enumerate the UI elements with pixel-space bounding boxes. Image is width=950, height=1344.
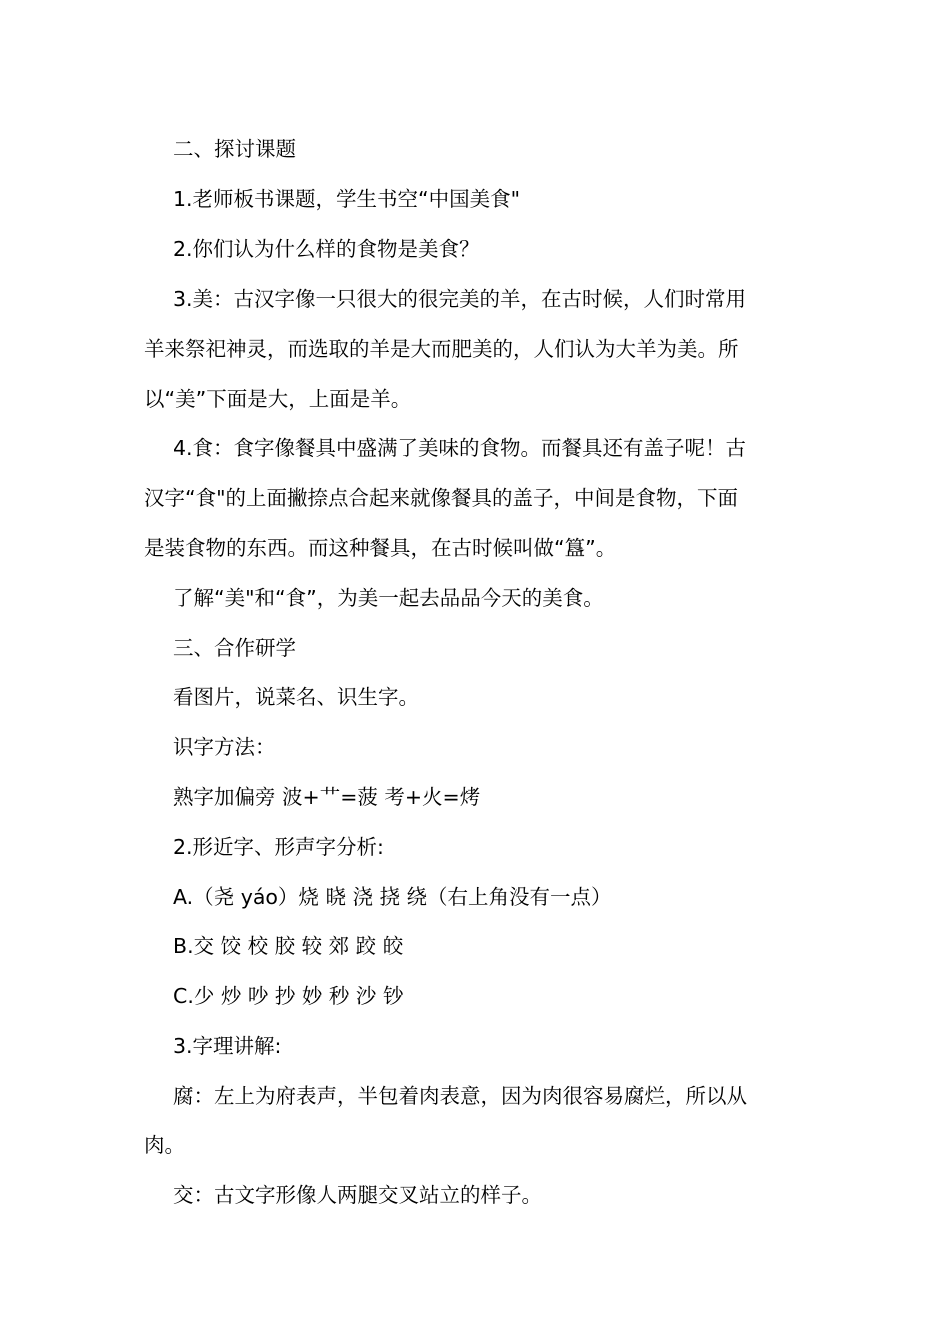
paragraph-line: 4.食：食字像餐具中盛满了美味的食物。而餐具还有盖子呢！古 [173,436,747,460]
paragraph-line: 3.美：古汉字像一只很大的很完美的羊，在古时候，人们时常用 [173,287,747,311]
paragraph-line: 2.形近字、形声字分析: [173,835,384,859]
section-heading-cooperative-study: 三、合作研学 [173,636,296,660]
paragraph-line: B.交 饺 校 胶 较 郊 跤 皎 [173,934,404,958]
paragraph-line: C.少 炒 吵 抄 妙 秒 沙 钞 [173,984,404,1008]
paragraph-line: 是装食物的东西。而这种餐具，在古时候叫做“簋”。 [144,536,617,560]
paragraph-line: 羊来祭祀神灵，而选取的羊是大而肥美的，人们认为大羊为美。所 [144,337,739,361]
paragraph-line: 以“美”下面是大，上面是羊。 [144,387,412,411]
paragraph-line: 了解“美"和“食”，为美一起去品品今天的美食。 [173,586,604,610]
paragraph-line: 3.字理讲解: [173,1034,282,1058]
paragraph-line: 看图片，说菜名、识生字。 [173,685,419,709]
paragraph-line: 腐：左上为府表声，半包着肉表意，因为肉很容易腐烂，所以从 [173,1084,747,1108]
paragraph-line: 肉。 [144,1133,185,1157]
section-heading-discuss-topic: 二、探讨课题 [173,137,296,161]
paragraph-line: 1.老师板书课题，学生书空“中国美食" [173,187,521,211]
paragraph-line: 交：古文字形像人两腿交叉站立的样子。 [173,1183,542,1207]
paragraph-line: A.（尧 yáo）烧 晓 浇 挠 绕（右上角没有一点） [173,885,612,909]
paragraph-line: 汉字“食"的上面撇捺点合起来就像餐具的盖子，中间是食物，下面 [144,486,739,510]
paragraph-line: 识字方法： [173,735,276,759]
paragraph-line: 熟字加偏旁 波+艹=菠 考+火=烤 [173,785,481,809]
paragraph-line: 2.你们认为什么样的食物是美食？ [173,237,480,261]
